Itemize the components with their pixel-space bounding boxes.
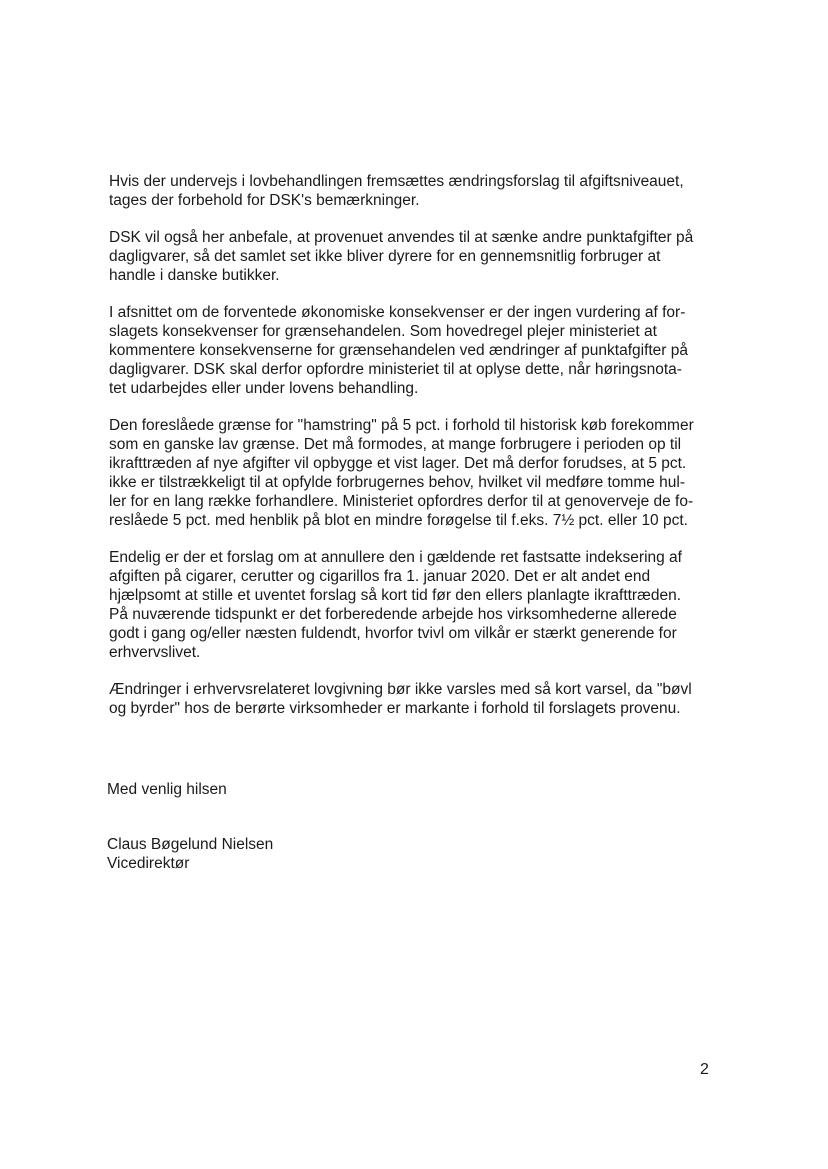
paragraph-hoarding-limit: Den foreslåede grænse for "hamstring" på 5 pct. i forhold til historisk køb forekommer som en ganske lav grænse. Det må formodes, at mange forbrugere i perioden op til ikrafttræden af nye afgifter vil opbygge et vist lager. Det må derfor forudses, at 5 pct. ikke er tilstrækkeligt til at opfylde forbrugernes behov, hvilket vil medføre tomme hul- ler for en lang række forhandlere. Ministeriet opfordres derfor til at genoverveje de fo- reslåede 5 pct. med henblik på blot en mindre forøgelse til f.eks. 7½ pct. eller 10 pct. <box>109 417 694 529</box>
letter-body <box>109 172 729 736</box>
paragraph-cigar-indexation: Endelig er der et forslag om at annullere den i gældende ret fastsatte indeksering af afgiften på cigarer, cerutter og cigarillos fra 1. januar 2020. Det er alt andet end hjælpsomt at stille et uventet forslag så kort tid før den ellers planlagte ikrafttræden. På nuværende tidspunkt er det forberedende arbejde hos virksomhederne allerede godt i gang og/eller næsten fuldendt, hvorfor tvivl om vilkår er stærkt generende for erhvervslivet. <box>109 549 682 661</box>
signature-block <box>107 835 273 873</box>
signer-name: Claus Bøgelund Nielsen <box>107 836 274 853</box>
signer-title: Vicedirektør <box>107 855 190 872</box>
paragraph-revenue-recommendation: DSK vil også her anbefale, at provenuet anvendes til at sænke andre punktafgifter på dagligvarer, så det samlet set ikke bliver dyrere for en gennemsnitlig forbruger at handle i danske butikker. <box>109 229 694 284</box>
paragraph-amendment-reservation: Hvis der undervejs i lovbehandlingen fremsættes ændringsforslag til afgiftsniveauet, tages der forbehold for DSK's bemærkninger. <box>109 173 684 209</box>
paragraph-short-notice: Ændringer i erhvervsrelateret lovgivning bør ikke varsles med så kort varsel, da "bøvl og byrder" hos de berørte virksomheder er markante i forhold til forslagets provenu. <box>109 681 692 717</box>
closing-greeting: Med venlig hilsen <box>107 781 227 798</box>
page-number: 2 <box>700 1061 709 1078</box>
paragraph-border-trade: I afsnittet om de forventede økonomiske konsekvenser er der ingen vurdering af for- slagets konsekvenser for grænsehandelen. Som hovedregel plejer ministeriet at kommentere konsekvenserne for grænsehandelen ved ændringer af punktafgifter på dagligvarer. DSK skal derfor opfordre ministeriet til at oplyse dette, når høringsnota- tet udarbejdes eller under lovens behandling. <box>109 304 689 397</box>
